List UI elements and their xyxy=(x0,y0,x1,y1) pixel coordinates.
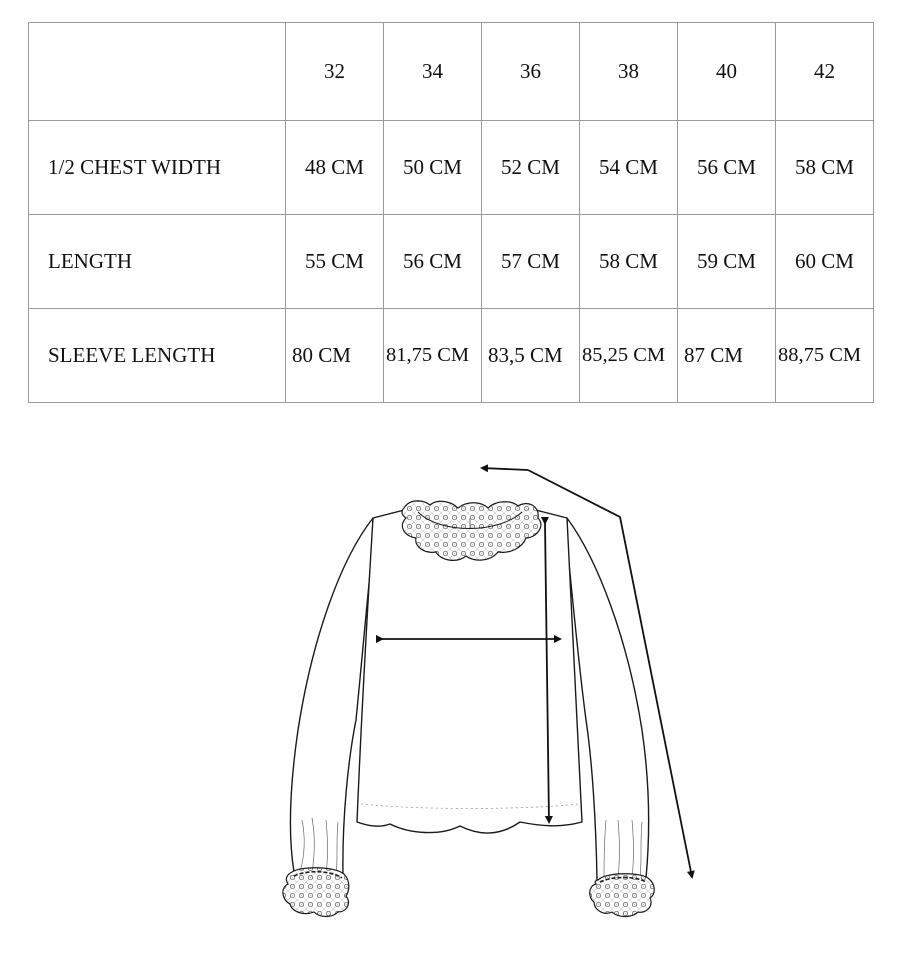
size-header-cell: 34 xyxy=(384,23,482,121)
empty-corner-cell xyxy=(29,23,286,121)
blouse-illustration xyxy=(270,455,710,925)
measurement-cell: 57 CM xyxy=(482,215,580,309)
right-sleeve xyxy=(567,518,649,880)
right-cuff-ruffle xyxy=(590,874,655,917)
measurement-cell: 58 CM xyxy=(776,121,874,215)
row-label: SLEEVE LENGTH xyxy=(29,309,286,403)
measurement-cell: 54 CM xyxy=(580,121,678,215)
measurement-cell: 52 CM xyxy=(482,121,580,215)
size-header-row xyxy=(29,23,874,121)
size-header-cell: 40 xyxy=(678,23,776,121)
measurement-cell: 50 CM xyxy=(384,121,482,215)
row-label: 1/2 CHEST WIDTH xyxy=(29,121,286,215)
table-row-length xyxy=(29,215,874,309)
measurement-cell: 83,5 CM xyxy=(482,309,580,403)
measurement-cell: 56 CM xyxy=(384,215,482,309)
measurement-cell: 88,75 CM xyxy=(776,309,874,403)
row-label: LENGTH xyxy=(29,215,286,309)
size-chart-table xyxy=(28,22,874,403)
table-row-chest-width xyxy=(29,121,874,215)
measurement-cell: 80 CM xyxy=(286,309,384,403)
measurement-cell: 81,75 CM xyxy=(384,309,482,403)
size-header-cell: 38 xyxy=(580,23,678,121)
measurement-cell: 85,25 CM xyxy=(580,309,678,403)
measurement-cell: 59 CM xyxy=(678,215,776,309)
size-header-cell: 32 xyxy=(286,23,384,121)
table-row-sleeve-length xyxy=(29,309,874,403)
sleeve-length-arrow xyxy=(482,468,528,470)
left-cuff-ruffle xyxy=(283,868,349,917)
size-header-cell: 42 xyxy=(776,23,874,121)
measurement-cell: 58 CM xyxy=(580,215,678,309)
measurement-cell: 55 CM xyxy=(286,215,384,309)
size-header-cell: 36 xyxy=(482,23,580,121)
measurement-cell: 56 CM xyxy=(678,121,776,215)
measurement-cell: 60 CM xyxy=(776,215,874,309)
measurement-cell: 48 CM xyxy=(286,121,384,215)
measurement-cell: 87 CM xyxy=(678,309,776,403)
